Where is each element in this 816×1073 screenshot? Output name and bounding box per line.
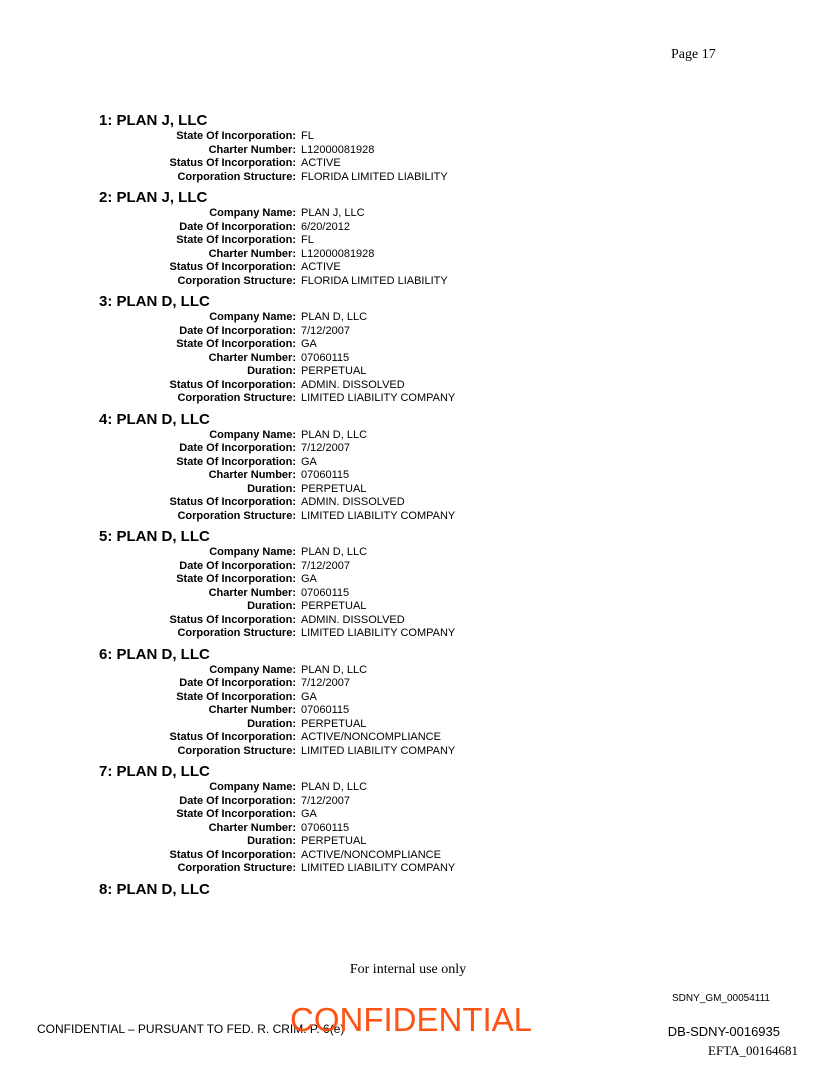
field-value: L12000081928 xyxy=(301,247,375,260)
field-value: 7/12/2007 xyxy=(301,677,350,689)
record-field-row xyxy=(99,221,699,235)
record-field-row xyxy=(99,325,699,339)
field-value: LIMITED LIABILITY COMPANY xyxy=(301,744,456,757)
field-value: PLAN D, LLC xyxy=(301,663,368,676)
field-label: Charter Number: xyxy=(208,143,296,156)
field-label: Duration: xyxy=(247,365,296,377)
record-field-row xyxy=(99,144,699,158)
field-label: Company Name: xyxy=(209,207,296,219)
field-label: Charter Number: xyxy=(208,469,296,481)
record-field-row xyxy=(99,234,699,248)
field-value: PERPETUAL xyxy=(301,600,367,612)
field-value: PERPETUAL xyxy=(301,365,367,377)
field-label: Charter Number: xyxy=(208,247,296,260)
field-value: PLAN D, LLC xyxy=(301,781,368,793)
record-field-row xyxy=(99,311,699,325)
field-label: Status Of Incorporation: xyxy=(169,496,296,508)
field-value: LIMITED LIABILITY COMPANY xyxy=(301,862,456,874)
record-title: 7: PLAN D, LLC xyxy=(99,763,210,780)
record-field-row xyxy=(99,338,699,352)
field-label: Duration: xyxy=(247,482,296,495)
field-value: PLAN D, LLC xyxy=(301,428,368,441)
record-field-row xyxy=(99,600,699,614)
record-field-row xyxy=(99,379,699,393)
field-value: GA xyxy=(301,455,317,468)
field-label: State Of Incorporation: xyxy=(176,234,296,246)
field-value: L12000081928 xyxy=(301,143,375,156)
field-label: Duration: xyxy=(247,600,296,612)
field-value: GA xyxy=(301,808,317,820)
record-title: 8: PLAN D, LLC xyxy=(99,880,210,898)
record-field-row xyxy=(99,849,699,863)
record-field-row xyxy=(99,664,699,678)
field-label: State Of Incorporation: xyxy=(176,455,296,468)
field-label: Duration: xyxy=(247,835,296,847)
field-value: 07060115 xyxy=(301,821,350,834)
field-label: Corporation Structure: xyxy=(177,509,296,522)
field-label: State Of Incorporation: xyxy=(176,573,296,585)
record-field-row xyxy=(99,677,699,691)
record-block xyxy=(99,112,699,184)
field-value: FL xyxy=(301,130,314,142)
record-field-row xyxy=(99,731,699,745)
field-value: 7/12/2007 xyxy=(301,442,350,454)
confidential-stamp: CONFIDENTIAL xyxy=(290,1001,533,1038)
field-value: ACTIVE/NONCOMPLIANCE xyxy=(301,731,441,743)
record-block xyxy=(99,411,699,524)
field-label: Date Of Incorporation: xyxy=(179,220,296,233)
record-block xyxy=(99,881,699,899)
record-field-row xyxy=(99,157,699,171)
record-field-row xyxy=(99,442,699,456)
record-block xyxy=(99,528,699,641)
field-value: 07060115 xyxy=(301,469,350,481)
records-list xyxy=(99,112,699,904)
field-value: 6/20/2012 xyxy=(301,220,350,233)
record-title: 4: PLAN D, LLC xyxy=(99,410,210,428)
field-label: Status Of Incorporation: xyxy=(169,731,296,743)
record-field-row xyxy=(99,822,699,836)
field-label: Corporation Structure: xyxy=(177,274,296,287)
field-label: Date Of Incorporation: xyxy=(179,559,296,572)
record-field-row xyxy=(99,835,699,849)
field-value: LIMITED LIABILITY COMPANY xyxy=(301,392,456,404)
field-label: Date Of Incorporation: xyxy=(179,794,296,807)
field-value: ADMIN. DISSOLVED xyxy=(301,613,405,626)
field-label: State Of Incorporation: xyxy=(176,690,296,703)
field-label: Date Of Incorporation: xyxy=(179,677,296,689)
record-field-row xyxy=(99,546,699,560)
field-value: 07060115 xyxy=(301,586,350,599)
field-value: ADMIN. DISSOLVED xyxy=(301,496,405,508)
field-value: 7/12/2007 xyxy=(301,324,350,337)
record-field-row xyxy=(99,365,699,379)
record-title: 6: PLAN D, LLC xyxy=(99,645,210,663)
field-label: Company Name: xyxy=(209,311,296,323)
field-label: Date Of Incorporation: xyxy=(179,324,296,337)
field-label: Status Of Incorporation: xyxy=(169,848,296,861)
record-field-row xyxy=(99,429,699,443)
record-field-row xyxy=(99,560,699,574)
bates-sdny-gm: SDNY_GM_00054111 xyxy=(671,993,770,1004)
field-label: Corporation Structure: xyxy=(177,744,296,757)
record-field-row xyxy=(99,207,699,221)
record-title: 5: PLAN D, LLC xyxy=(99,528,210,545)
field-value: FLORIDA LIMITED LIABILITY xyxy=(301,170,448,183)
confidential-notice: CONFIDENTIAL – PURSUANT TO FED. R. CRIM. P. 6(e) xyxy=(37,1022,345,1036)
field-label: Corporation Structure: xyxy=(177,627,296,639)
record-field-row xyxy=(99,795,699,809)
field-value: PLAN J, LLC xyxy=(301,207,365,219)
record-field-row xyxy=(99,261,699,275)
record-title: 1: PLAN J, LLC xyxy=(99,112,208,129)
field-value: PERPETUAL xyxy=(301,717,367,730)
record-field-row xyxy=(99,171,699,185)
field-label: Status Of Incorporation: xyxy=(169,378,296,391)
field-label: Company Name: xyxy=(209,663,296,676)
bates-db-sdny: DB-SDNY-0016935 xyxy=(667,1024,780,1039)
record-field-row xyxy=(99,745,699,759)
record-field-row xyxy=(99,275,699,289)
field-label: Corporation Structure: xyxy=(177,862,296,874)
field-label: Status Of Incorporation: xyxy=(169,261,296,273)
field-label: State Of Incorporation: xyxy=(176,808,296,820)
record-field-row xyxy=(99,496,699,510)
record-field-row xyxy=(99,352,699,366)
record-field-row xyxy=(99,392,699,406)
field-label: Status Of Incorporation: xyxy=(169,157,296,169)
field-value: GA xyxy=(301,690,317,703)
field-value: 07060115 xyxy=(301,351,350,364)
field-label: Charter Number: xyxy=(208,821,296,834)
field-value: 7/12/2007 xyxy=(301,794,350,807)
field-value: PERPETUAL xyxy=(301,835,367,847)
field-value: FLORIDA LIMITED LIABILITY xyxy=(301,274,448,287)
record-field-row xyxy=(99,614,699,628)
record-block xyxy=(99,189,699,288)
record-field-row xyxy=(99,587,699,601)
field-label: Company Name: xyxy=(209,546,296,558)
field-label: State Of Incorporation: xyxy=(176,130,296,142)
internal-use-note: For internal use only xyxy=(349,962,467,977)
field-value: 7/12/2007 xyxy=(301,559,350,572)
record-title: 3: PLAN D, LLC xyxy=(99,293,210,310)
record-field-row xyxy=(99,510,699,524)
field-value: PLAN D, LLC xyxy=(301,546,368,558)
field-label: Charter Number: xyxy=(208,586,296,599)
record-field-row xyxy=(99,718,699,732)
field-label: Date Of Incorporation: xyxy=(179,442,296,454)
field-label: Company Name: xyxy=(209,428,296,441)
record-field-row xyxy=(99,704,699,718)
field-value: GA xyxy=(301,573,317,585)
record-field-row xyxy=(99,573,699,587)
field-value: GA xyxy=(301,338,317,350)
field-value: ACTIVE xyxy=(301,157,341,169)
field-label: Company Name: xyxy=(209,781,296,793)
field-value: ADMIN. DISSOLVED xyxy=(301,378,405,391)
record-block xyxy=(99,293,699,406)
field-value: PERPETUAL xyxy=(301,482,367,495)
field-label: Duration: xyxy=(247,717,296,730)
field-label: State Of Incorporation: xyxy=(176,338,296,350)
field-label: Corporation Structure: xyxy=(177,392,296,404)
bates-efta: EFTA_00164681 xyxy=(708,1043,798,1058)
record-field-row xyxy=(99,627,699,641)
record-title: 2: PLAN J, LLC xyxy=(99,189,208,206)
page-number: Page 17 xyxy=(671,47,716,62)
field-value: PLAN D, LLC xyxy=(301,311,368,323)
record-field-row xyxy=(99,130,699,144)
field-value: LIMITED LIABILITY COMPANY xyxy=(301,627,456,639)
record-field-row xyxy=(99,862,699,876)
field-label: Corporation Structure: xyxy=(177,170,296,183)
field-value: FL xyxy=(301,234,314,246)
field-label: Charter Number: xyxy=(208,704,296,716)
field-value: ACTIVE/NONCOMPLIANCE xyxy=(301,848,441,861)
record-field-row xyxy=(99,469,699,483)
field-label: Charter Number: xyxy=(208,351,296,364)
field-label: Status Of Incorporation: xyxy=(169,613,296,626)
record-field-row xyxy=(99,248,699,262)
record-field-row xyxy=(99,456,699,470)
field-value: 07060115 xyxy=(301,704,350,716)
record-block xyxy=(99,763,699,876)
record-field-row xyxy=(99,808,699,822)
field-value: ACTIVE xyxy=(301,261,341,273)
record-field-row xyxy=(99,483,699,497)
record-field-row xyxy=(99,781,699,795)
field-value: LIMITED LIABILITY COMPANY xyxy=(301,509,456,522)
record-block xyxy=(99,646,699,759)
record-field-row xyxy=(99,691,699,705)
